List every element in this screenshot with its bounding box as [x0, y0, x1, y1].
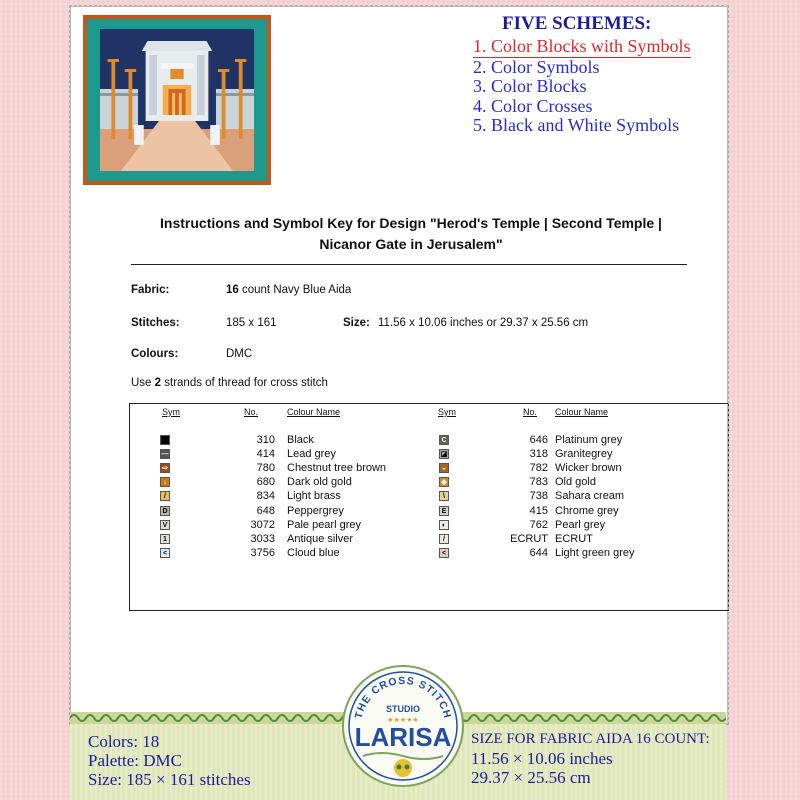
strands-pre: Use	[131, 377, 155, 389]
header-sym-right: Sym	[438, 407, 456, 417]
key-row-right	[130, 462, 728, 476]
logo-name: LARISA	[354, 722, 452, 752]
dmc-number: 310	[256, 434, 275, 446]
symbol-swatch: ◪	[440, 451, 448, 459]
size-cm: 29.37 × 25.56 cm	[471, 768, 591, 787]
symbol-swatch: /	[439, 534, 449, 544]
larisa-studio-logo	[341, 664, 465, 788]
colour-name: Peppergrey	[287, 504, 344, 517]
dmc-number: 783	[529, 476, 548, 489]
colour-name: ECRUT	[555, 532, 593, 545]
schemes-title: FIVE SCHEMES:	[502, 13, 652, 34]
key-row-right	[130, 490, 728, 504]
symbol-swatch: ↓	[160, 477, 170, 487]
colour-name: Antique silver	[287, 532, 354, 545]
design-preview-frame	[83, 15, 271, 185]
palette: Palette: DMC	[88, 751, 182, 770]
symbol-swatch: ◒	[439, 463, 449, 473]
colour-name: Platinum grey	[555, 434, 623, 446]
title-divider	[131, 264, 687, 265]
size-value: 11.56 x 10.06 inches or 29.37 x 25.56 cm	[378, 317, 589, 329]
dmc-number: 648	[256, 504, 275, 517]
colour-name: Old gold	[555, 476, 596, 489]
fabric-description: count Navy Blue Aida	[238, 284, 352, 296]
dmc-number: 738	[529, 490, 548, 503]
logo-studio: STUDIO	[385, 704, 421, 714]
colour-name: Wicker brown	[555, 462, 622, 475]
colour-name: Sahara cream	[555, 490, 625, 503]
dmc-number: 644	[529, 546, 548, 559]
fabric-count: 16	[226, 284, 239, 296]
dmc-number: 762	[529, 518, 548, 531]
dmc-number: 680	[256, 476, 275, 489]
fabric-size-title: SIZE FOR FABRIC AIDA 16 COUNT:	[471, 731, 710, 747]
size-inches: 11.56 × 10.06 inches	[471, 749, 613, 768]
symbol-swatch: C	[439, 435, 449, 445]
symbol-swatch: E	[439, 506, 449, 516]
dmc-number: 318	[529, 448, 548, 461]
dmc-number: 834	[256, 490, 275, 503]
scheme-3: 3. Color Blocks	[473, 76, 587, 96]
logo-arc-text: THE CROSS STITCH	[352, 674, 454, 721]
symbol-swatch: \	[439, 491, 449, 501]
schemes-list	[473, 13, 691, 136]
colours-label: Colours:	[131, 348, 179, 360]
dmc-number: 3033	[250, 532, 275, 545]
strands-instruction	[131, 377, 328, 389]
pattern-sheet	[70, 6, 728, 724]
header-name-right: Colour Name	[555, 407, 609, 417]
key-row-right	[130, 505, 728, 519]
dmc-number: ECRUT	[510, 532, 548, 545]
instructions-title	[131, 213, 691, 255]
header-no-right: No.	[523, 407, 538, 417]
instructions-title-line1: Instructions and Symbol Key for Design "Herod's Temple | Second Temple |	[160, 215, 662, 231]
header-no-left: No.	[244, 407, 259, 417]
dmc-number: 415	[529, 504, 548, 517]
key-row-right	[130, 448, 728, 462]
dmc-number: 3756	[250, 546, 275, 559]
dmc-number: 646	[529, 434, 548, 446]
symbol-swatch: D	[160, 506, 170, 516]
symbol-swatch: <	[439, 548, 449, 558]
symbol-swatch: ⇨	[160, 463, 170, 473]
symbol-swatch: ◐	[439, 520, 449, 530]
key-row-right	[130, 519, 728, 533]
colour-name: Lead grey	[287, 448, 336, 461]
instructions-title-line2: Nicanor Gate in Jerusalem"	[319, 236, 503, 252]
symbol-swatch: V	[160, 520, 170, 530]
colour-name: Black	[287, 434, 314, 446]
colour-name: Pearl grey	[555, 518, 606, 531]
colour-name: Pale pearl grey	[287, 518, 361, 531]
scheme-5: 5. Black and White Symbols	[473, 115, 680, 135]
scheme-1: 1. Color Blocks with Symbols	[473, 36, 691, 56]
symbol-swatch: ◈	[439, 477, 449, 487]
dmc-number: 782	[529, 462, 548, 475]
strands-count: 2	[154, 377, 162, 389]
symbol-key-table	[129, 403, 729, 611]
stitch-size: Size: 185 × 161 stitches	[88, 770, 251, 789]
stitches-value: 185 x 161	[226, 317, 277, 329]
symbol-swatch: —	[161, 451, 169, 459]
colour-name: Light green grey	[555, 546, 635, 559]
fabric-value	[226, 284, 351, 296]
colours-value: DMC	[226, 348, 253, 360]
temple-preview-image	[100, 29, 254, 171]
symbol-swatch: /	[160, 491, 170, 501]
colour-name: Chrome grey	[555, 504, 619, 517]
symbol-swatch: <	[160, 548, 170, 558]
colour-name: Chestnut tree brown	[287, 462, 387, 475]
fabric-label: Fabric:	[131, 284, 170, 296]
colour-name: Cloud blue	[287, 546, 340, 559]
header-sym-left: Sym	[162, 407, 180, 417]
stitches-label: Stitches:	[131, 317, 180, 329]
key-row-right	[130, 476, 728, 490]
header-name-left: Colour Name	[287, 407, 341, 417]
colors-count: Colors: 18	[88, 732, 160, 751]
scheme-4: 4. Color Crosses	[473, 95, 593, 116]
colour-name: Dark old gold	[287, 476, 352, 489]
key-row-right	[130, 547, 728, 561]
colour-name: Light brass	[287, 490, 341, 503]
dmc-number: 3072	[250, 518, 275, 531]
symbol-swatch: 1	[160, 534, 170, 544]
strands-post: strands of thread for cross stitch	[161, 377, 328, 389]
preview-mat	[87, 19, 267, 181]
scheme-2: 2. Color Symbols	[473, 56, 600, 77]
dmc-number: 414	[256, 448, 275, 461]
size-label: Size:	[343, 317, 370, 329]
key-row-right	[130, 434, 728, 448]
logo-stars: ★★★★★	[387, 716, 419, 724]
colour-name: Granitegrey	[555, 448, 613, 461]
key-row-right	[130, 533, 728, 547]
dmc-number: 780	[256, 462, 275, 475]
